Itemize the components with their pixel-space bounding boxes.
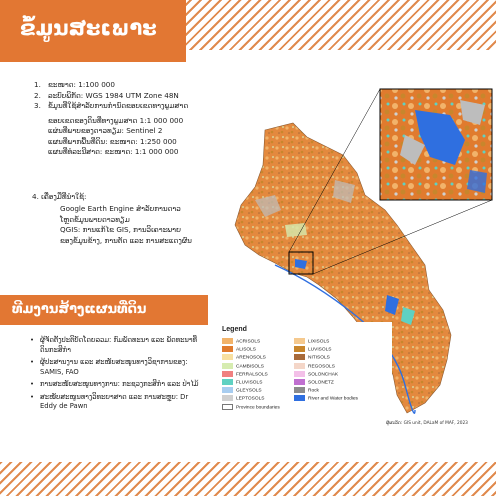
legend-swatch <box>294 387 305 393</box>
legend-item <box>294 387 319 395</box>
legend-label: LIXISOLS <box>308 339 330 345</box>
legend-label: River and Water bodies <box>308 396 358 402</box>
decorative-hatch-top <box>140 0 496 50</box>
legend-item <box>294 371 338 379</box>
legend-swatch <box>294 395 305 401</box>
legend-item <box>222 346 256 354</box>
header-banner <box>0 0 186 62</box>
legend-title: Legend <box>222 326 247 333</box>
credit-text: ຜູ້ຜະລິດ: GIS unit, DALaM of MAF, 2023 <box>386 421 468 426</box>
spec-item: 1. ຂະໜາດ: 1:100 000 <box>34 80 115 89</box>
team-item: • ສະໜັບສະໜູນທາງວິທະຍາສາດ ແລະ ການສະຫຼຸບ: Dr Eddy de Pawn <box>30 393 205 412</box>
legend-swatch <box>294 354 305 360</box>
legend-item <box>222 338 260 346</box>
spec-sub-item: ແຜນທີ່ພາກພື້ນທີ່ດິນ: ຂະໜາດ: 1:250 000 <box>48 136 177 146</box>
page-title: ຂໍ້ມູນສະເພາະ <box>20 16 157 40</box>
legend-item <box>222 387 262 395</box>
legend-label: REGOSOLS <box>308 363 335 369</box>
legend-swatch <box>222 379 233 385</box>
legend-label: LEPTOSOLS <box>236 396 265 402</box>
spec-item: 3. ຂໍ້ມູນທີ່ໃຊ້ສໍາລັບການກໍານົດຂອບເຂດທາງພູມສາດ <box>34 101 189 110</box>
legend-label: ALISOLS <box>236 347 256 353</box>
legend-item <box>222 395 264 403</box>
tools-line: QGIS: ການແກ້ໄຂ GIS, ການວິເຄາະພາຍ <box>60 225 181 234</box>
legend-swatch <box>294 346 305 352</box>
team-banner <box>0 295 208 325</box>
decorative-hatch-bottom <box>0 462 496 496</box>
legend-item <box>294 346 331 354</box>
legend-swatch <box>222 395 233 401</box>
team-item: • ຜູ້ປະສານງານ ແລະ ສະໜັບສະໜູນທາງວິຊາການຂອງ: SAMIS, FAO <box>30 358 205 377</box>
legend-label: SOLONETZ <box>308 380 334 386</box>
spec-sub-item: ຂອບເຂດຂອງດິນທີ່ທາງພູມສາດ 1:1 000 000 <box>48 115 184 125</box>
legend-item <box>294 338 329 346</box>
spec-sub-item: ແຜນທີ່ທໍລະນີສາດ: ຂະໜາດ: 1:1 000 000 <box>48 147 179 156</box>
team-item: • ຜູ້ຈັດຕັ້ງປະຕິບັດໂດຍລວມ: ກົມພັດທະນາ ແລະ ພັດທະນາທີ່ດິນກະສິກໍາ <box>30 336 205 355</box>
spec-sub-item: ແຜ່ນທີ່ພາບຂອງດາວທຽມ: Sentinel 2 <box>48 126 163 135</box>
tools-line: Google Earth Engine ສໍາລັບການດາວ <box>60 204 181 213</box>
legend-swatch <box>294 338 305 344</box>
legend-swatch <box>222 371 233 377</box>
team-list <box>30 336 205 415</box>
zoom-inset <box>380 89 492 200</box>
map-legend <box>212 322 392 412</box>
tools-list <box>60 204 230 246</box>
spec-item: 2. ລະບົບພິກັດ: WGS 1984 UTM Zone 48N <box>34 90 179 100</box>
legend-swatch <box>222 354 233 360</box>
legend-label: ARENOSOLS <box>236 355 266 361</box>
legend-label: NITISOLS <box>308 355 330 361</box>
legend-item <box>222 371 268 379</box>
legend-swatch <box>222 387 233 393</box>
legend-label: FERRALSOLS <box>236 372 268 378</box>
legend-label: Province boundaries <box>236 404 280 410</box>
legend-item <box>222 404 280 412</box>
tools-line: ໂຫຼດຂໍ້ມູນພາບດາວທຽມ <box>60 214 130 224</box>
tools-line: ຂອງຂໍ້ມູນຂ້າງ, ການຕັດ ແລະ ການສະແດງຜົນ <box>60 235 192 245</box>
legend-item <box>222 379 262 387</box>
legend-item <box>222 354 266 362</box>
tools-heading: 4. ເຄື່ອງມືທີ່ນໍາໃຊ້: <box>32 192 87 201</box>
legend-swatch <box>222 338 233 344</box>
legend-label: Rock <box>308 388 319 394</box>
legend-swatch <box>222 363 233 369</box>
legend-item <box>294 379 334 387</box>
legend-swatch <box>222 404 233 410</box>
legend-label: GLEYSOLS <box>236 388 262 394</box>
legend-swatch <box>294 363 305 369</box>
legend-swatch <box>222 346 233 352</box>
legend-swatch <box>294 379 305 385</box>
legend-item <box>222 363 264 371</box>
legend-swatch <box>294 371 305 377</box>
legend-label: CAMBISOLS <box>236 363 264 369</box>
legend-item <box>294 395 358 403</box>
legend-label: FLUVISOLS <box>236 380 263 386</box>
green-region <box>285 223 307 237</box>
team-item: • ການສະໜັບສະໜູນທາງການ: ກະຊວງກະສິກໍາ ແລະ ປ່າໄມ້ <box>30 380 205 390</box>
legend-item <box>294 363 335 371</box>
team-title: ທີມງານສ້າງແຜນທີ່ດິນ <box>12 302 147 317</box>
legend-label: ACRISOLS <box>236 339 261 345</box>
legend-item <box>294 354 330 362</box>
legend-label: SOLONCHAK <box>308 372 339 378</box>
legend-label: LUVISOLS <box>308 347 332 353</box>
